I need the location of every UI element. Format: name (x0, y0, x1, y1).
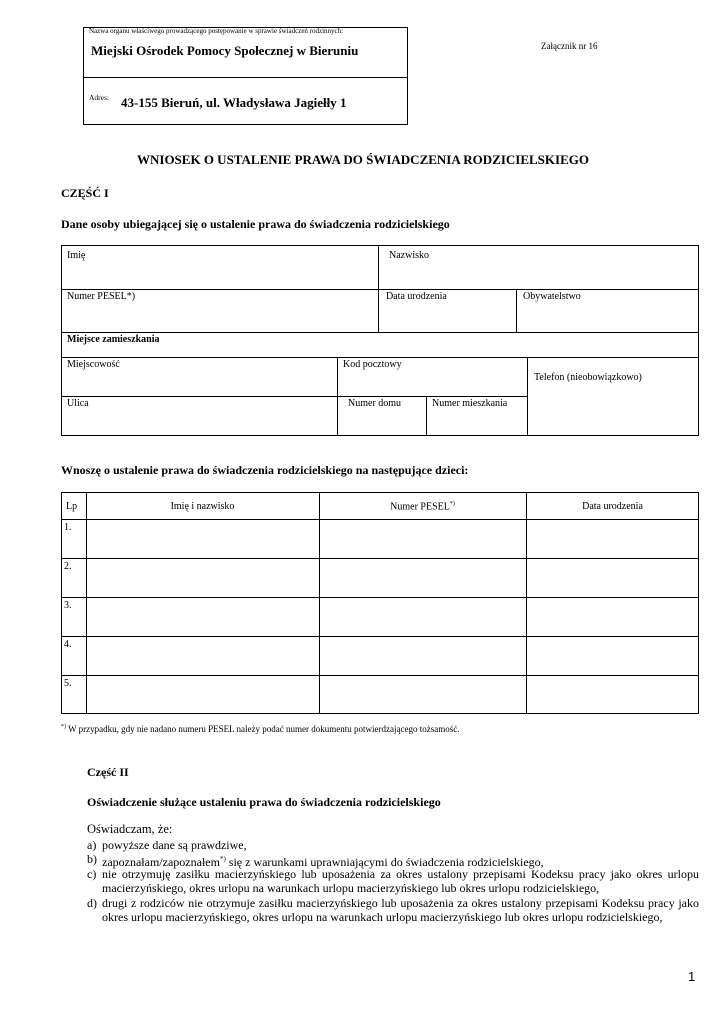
organ-box-divider (83, 77, 408, 78)
organ-label: Nazwa organu właściwego prowadzącego postępowanie w sprawie świadczeń rodzinnych: (89, 27, 344, 35)
page-number: 1 (688, 969, 696, 984)
declaration-text: powyższe dane są prawdziwe, (102, 838, 247, 852)
residence-heading: Miejsce zamieszkania (67, 334, 160, 345)
child-row-number: 3. (64, 600, 72, 611)
part1-heading: CZĘŚĆ I (61, 186, 109, 200)
address-value: 43-155 Bieruń, ul. Władysława Jagiełły 1 (121, 95, 347, 110)
declaration-marker: d) (87, 896, 97, 910)
applicant-col-line (516, 289, 517, 332)
part2-heading: Część II (87, 765, 129, 779)
applicant-row-line (61, 396, 527, 397)
footnote-mark: *) (61, 724, 66, 730)
children-col-line (319, 492, 320, 714)
children-row-line (61, 519, 699, 520)
applicant-col-line (527, 357, 528, 436)
declaration-footnote-mark: *) (219, 855, 226, 863)
children-heading: Wnoszę o ustalenie prawa do świadczenia rodzicielskiego na następujące dzieci: (61, 463, 469, 477)
declaration-marker: a) (87, 838, 97, 852)
declaration-item (87, 896, 699, 925)
phone-field[interactable]: Telefon (nieobowiązkowo) (534, 372, 642, 383)
pesel-field[interactable]: Numer PESEL*) (67, 291, 136, 302)
child-row-number: 1. (64, 522, 72, 533)
part1-subheading: Dane osoby ubiegającej się o ustalenie prawa do świadczenia rodzicielskiego (61, 217, 450, 231)
apartment-no-field[interactable]: Numer mieszkania (432, 398, 508, 409)
children-col-line (86, 492, 87, 714)
children-row-line (61, 597, 699, 598)
children-table (61, 492, 699, 714)
applicant-row-line (61, 332, 699, 333)
declaration-text: drugi z rodziców nie otrzymuje zasiłku macierzyńskiego lub uposażenia za okres ustalony przepisami Kodeksu pracy jako okres urlopu macierzyńskiego, okres urlopu na warunkach urlopu macierzyńskiego lub okres urlopu rodzicielskiego, (102, 896, 699, 925)
applicant-col-line (426, 396, 427, 436)
street-field[interactable]: Ulica (67, 398, 89, 409)
declaration-item (87, 838, 699, 852)
house-no-field[interactable]: Numer domu (348, 398, 402, 409)
children-row-line (61, 558, 699, 559)
declaration-intro: Oświadczam, że: (87, 822, 173, 836)
postal-code-field[interactable]: Kod pocztowy (343, 359, 402, 370)
children-row-line (61, 675, 699, 676)
citizenship-field[interactable]: Obywatelstwo (523, 291, 581, 302)
applicant-col-line (378, 245, 379, 332)
part2-subheading: Oświadczenie służące ustaleniu prawa do świadczenia rodzicielskiego (87, 795, 441, 809)
address-label: Adres: (89, 93, 109, 102)
child-row-number: 5. (64, 678, 72, 689)
applicant-col-line (337, 357, 338, 436)
declaration-text: nie otrzymuję zasiłku macierzyńskiego lub uposażenia za okres ustalony przepisami Kodeksu pracy jako okres urlopu macierzyńskiego, okres urlopu na warunkach urlopu macierzyńskiego lub okres urlopu rodzicielskiego, (102, 867, 699, 896)
form-title: WNIOSEK O USTALENIE PRAWA DO ŚWIADCZENIA RODZICIELSKIEGO (137, 152, 589, 167)
attachment-label: Załącznik nr 16 (541, 41, 598, 51)
children-col-line (526, 492, 527, 714)
declaration-item (87, 867, 699, 896)
declaration-text: zapoznałam/zapoznałem (102, 855, 220, 869)
col-lp: Lp (66, 501, 78, 512)
applicant-row-line (61, 289, 699, 290)
declaration-marker: c) (87, 867, 97, 881)
city-field[interactable]: Miejscowość (67, 359, 120, 370)
organ-name: Miejski Ośrodek Pomocy Społecznej w Bieruniu (91, 43, 359, 58)
col-pesel: Numer PESEL*) (390, 501, 455, 513)
footnote (61, 724, 459, 734)
col-pesel-footnote-mark: *) (449, 501, 455, 507)
declaration-text: się z warunkami uprawniającymi do świadczenia rodzicielskiego, (225, 855, 544, 869)
footnote-text: W przypadku, gdy nie nadano numeru PESEL należy podać numer dokumentu potwierdzającego tożsamość. (68, 724, 460, 734)
first-name-field[interactable]: Imię (67, 250, 86, 261)
child-row-number: 2. (64, 561, 72, 572)
last-name-field[interactable]: Nazwisko (389, 250, 429, 261)
col-birth: Data urodzenia (582, 501, 643, 512)
child-row-number: 4. (64, 639, 72, 650)
declaration-marker: b) (87, 852, 97, 866)
col-name: Imię i nazwisko (170, 501, 235, 512)
children-row-line (61, 636, 699, 637)
birth-date-field[interactable]: Data urodzenia (386, 291, 447, 302)
applicant-row-line (61, 357, 699, 358)
